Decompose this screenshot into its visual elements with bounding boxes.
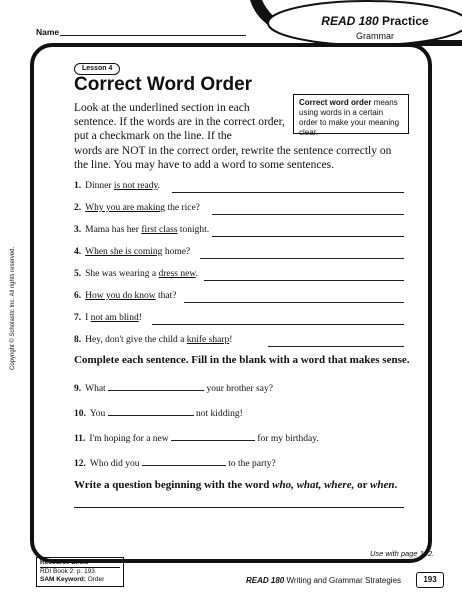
answer-line[interactable] — [212, 236, 404, 237]
section2-instruction: Complete each sentence. Fill in the blank with a word that makes sense. — [74, 354, 410, 366]
header-brand: READ 180 — [321, 14, 379, 28]
list-item: 1. Dinner is not ready. — [74, 181, 160, 191]
list-item: 12. Who did you to the party? — [74, 455, 276, 469]
sam-keyword: SAM Keyword: Order — [40, 576, 105, 583]
definition-callout — [293, 94, 409, 137]
answer-line[interactable] — [172, 192, 404, 193]
header-title — [300, 14, 450, 28]
header-subtitle: Grammar — [356, 31, 394, 41]
fill-blank[interactable] — [108, 380, 204, 391]
footer-title: READ 180 Writing and Grammar Strategies — [246, 576, 402, 585]
copyright-text: Copyright © Scholastic Inc. All rights reserved. — [10, 246, 16, 370]
header-title-rest: Practice — [378, 14, 429, 28]
list-item: 2. Why you are making the rice? — [74, 203, 200, 213]
list-item: 6. How you do know that? — [74, 291, 177, 301]
answer-line[interactable] — [212, 214, 404, 215]
answer-line[interactable] — [200, 258, 404, 259]
answer-line[interactable] — [204, 280, 404, 281]
list-item: 10. You not kidding! — [74, 405, 243, 419]
name-label: Name — [36, 27, 60, 37]
resource-links-box — [36, 557, 124, 587]
section3-instruction: Write a question beginning with the word who, what, where, or when. — [74, 479, 398, 491]
resource-links-title: Resource Links — [40, 559, 120, 568]
list-item: 4. When she is coming home? — [74, 247, 191, 257]
lesson-badge: Lesson 4 — [74, 63, 120, 75]
name-line[interactable] — [60, 35, 246, 36]
intro-text-b: words are NOT in the correct order, rewrite the sentence correctly on the line. You may have to add a word to some sentences. — [74, 144, 392, 171]
intro-text-a: Look at the underlined section in each sentence. If the words are in the correct order, put a checkmark on the line. If the — [74, 102, 285, 143]
use-with-note: Use with page 192. — [370, 549, 435, 558]
list-item: 5. She was wearing a dress new. — [74, 269, 198, 279]
page-number: 193 — [416, 572, 444, 588]
answer-line[interactable] — [74, 507, 404, 508]
fill-blank[interactable] — [171, 430, 255, 441]
answer-line[interactable] — [152, 324, 404, 325]
resource-book: RDI Book 2: p. 193 — [40, 568, 95, 575]
answer-line[interactable] — [268, 346, 404, 347]
list-item: 8. Hey, don't give the child a knife sharp! — [74, 335, 233, 345]
list-item: 9. What your brother say? — [74, 380, 273, 394]
callout-term: Correct word order — [299, 98, 372, 107]
fill-blank[interactable] — [108, 405, 194, 416]
list-item: 7. I not am blind! — [74, 313, 142, 323]
list-item: 11. I'm hoping for a new for my birthday. — [74, 430, 319, 444]
list-item: 3. Mama has her first class tonight. — [74, 225, 210, 235]
fill-blank[interactable] — [142, 455, 226, 466]
answer-line[interactable] — [184, 302, 404, 303]
callout-definition: means using words in a certain order to make your meaning clear. — [299, 98, 400, 137]
page-title: Correct Word Order — [74, 74, 253, 95]
